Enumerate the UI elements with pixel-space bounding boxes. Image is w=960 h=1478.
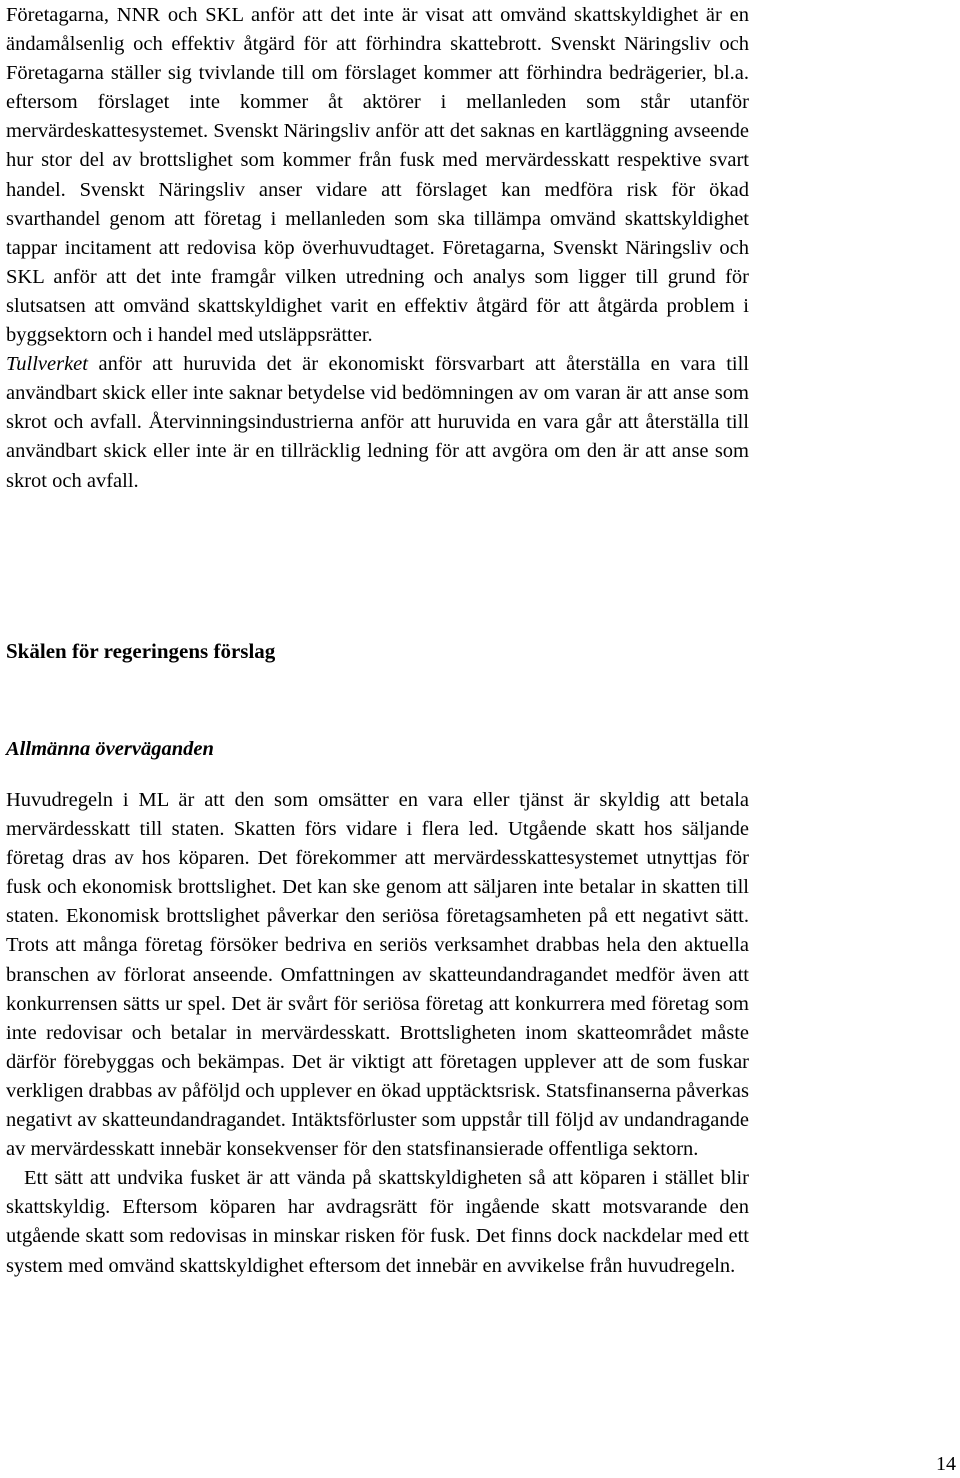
paragraph-remiss-opinions: Företagarna, NNR och SKL anför att det inte är visat att omvänd skattskyldighet är en ändamålsenlig och effektiv åtgärd för att förhindra skattebrott. Svenskt Näringsliv och Företagarna ställer sig tvivlande till om förslaget kommer att förhindra bedrägerier, bl.a. eftersom förslaget inte kommer åt aktörer i mellanleden som står utanför mervärdeskattesystemet. Svenskt Näringsliv anför att det saknas en kartläggning avseende hur stor del av brottslighet som kommer från fusk med mervärdesskatt respektive svart handel. Svenskt Näringsliv anser vidare att förslaget kan medföra risk för ökad svarthandel genom att företag i mellanleden som ska tillämpa omvänd skattskyldighet tappar incitament att redovisa köp överhuvudtaget. Företagarna, Svenskt Näringsliv och SKL anför att det inte framgår vilken utredning och analys som ligger till grund för slutsatsen att omvänd skattskyldighet varit en effektiv åtgärd för att åtgärda problem i byggsektorn och i handel med utsläppsrätter. (6, 4, 749, 347)
paragraph-general-considerations: Huvudregeln i ML är att den som omsätter en vara eller tjänst är skyldig att betala mervärdesskatt till staten. Skatten förs vidare i flera led. Utgående skatt hos säljande företag dras av hos köparen. Det förekommer att mervärdesskattesystemet utnyttjas för fusk och ekonomisk brottslighet. Det kan ske genom att säljaren inte betalar in skatten till staten. Ekonomisk brottslighet påverkar den seriösa företagsamheten på ett negativt sätt. Trots att många företag försöker bedriva en seriös verksamhet drabbas hela den aktuella branschen av förlorat anseende. Omfattningen av skatteundandragandet medför även att konkurrensen sätts ur spel. Det är svårt för seriösa företag att konkurrera med företag som inte redovisar och betalar in mervärdesskatt. Brottsligheten inom skatteområdet måste därför förebyggas och bekämpas. Det är viktigt att företagen upplever att de som fuskar verkligen drabbas av påföljd och upplever en ökad upptäcktsrisk. Statsfinanserna påverkas negativt av skatteundandragandet. Intäktsförluster som uppstår till följd av undandragande av mervärdesskatt innebär konsekvenser för den statsfinansierade offentliga sektorn. (6, 789, 749, 1161)
paragraph-tullverket (6, 350, 749, 495)
paragraph-reverse-charge: Ett sätt att undvika fusket är att vända på skattskyldigheten så att köparen i stället blir skattskyldig. Eftersom köparen har avdragsrätt för ingående skatt motsvarande den utgående skatt som redovisas in minskar risken för fusk. Det finns dock nackdelar med ett system med omvänd skattskyldighet eftersom det innebär en avvikelse från huvudregeln. (6, 1167, 749, 1277)
document-body (6, 0, 749, 496)
subsection-heading: Allmänna överväganden (6, 738, 214, 760)
document-body-main (6, 786, 749, 1281)
paragraph-tullverket-text: anför att huruvida det är ekonomiskt försvarbart att återställa en vara till användbart skick eller inte saknar betydelse vid bedömningen av om varan är att anse som skrot och avfall. Återvinningsindustrierna anför att huruvida en vara går att återställa till användbart skick eller inte är en tillräcklig ledning för att avgöra om den är att anse som skrot och avfall. (6, 353, 749, 492)
agency-name-tullverket: Tullverket (6, 353, 88, 376)
section-heading: Skälen för regeringens förslag (6, 639, 276, 663)
page-number: 14 (936, 1453, 956, 1475)
